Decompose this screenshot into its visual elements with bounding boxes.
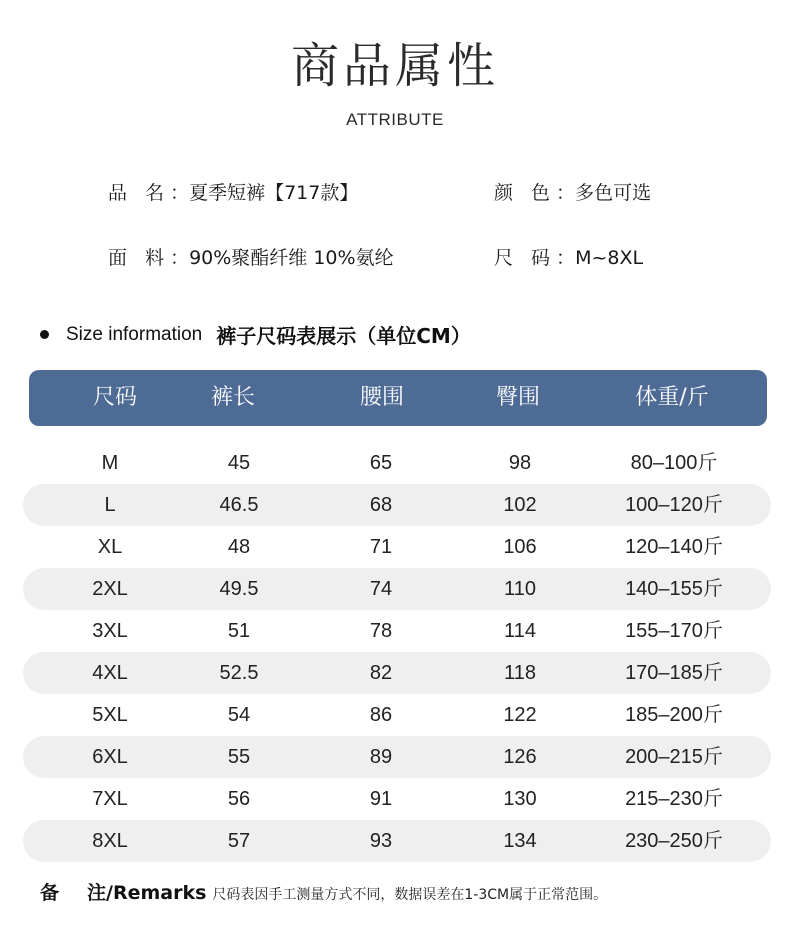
cell-length: 51: [227, 620, 251, 642]
cell-length: 56: [227, 788, 251, 810]
attribute-label: 尺 码: [494, 247, 557, 269]
size-section-heading: [40, 320, 471, 349]
table-row: [23, 736, 771, 778]
table-row: [23, 484, 771, 526]
cell-waist: 89: [369, 746, 393, 768]
remarks-label-b: 注/Remarks: [87, 882, 207, 904]
cell-weight: 200–215斤: [625, 746, 723, 768]
table-row: [23, 568, 771, 610]
attribute-colon: ：: [556, 182, 576, 204]
cell-size: 7XL: [92, 788, 128, 810]
table-row: [23, 442, 771, 484]
attribute-value: 夏季短裤【717款】: [189, 182, 359, 204]
cell-size: 8XL: [92, 830, 128, 852]
table-row: [23, 778, 771, 820]
cell-size: L: [104, 494, 116, 516]
cell-length: 55: [227, 746, 251, 768]
cell-weight: 100–120斤: [625, 494, 723, 516]
attribute-colon: ：: [170, 182, 190, 204]
section-title-cn: 裤子尺码表展示（单位CM）: [216, 324, 471, 348]
cell-length: 46.5: [219, 494, 259, 516]
cell-length: 48: [227, 536, 251, 558]
cell-size: 5XL: [92, 704, 128, 726]
attribute-colon: ：: [556, 247, 576, 269]
column-header-weight: 体重/斤: [635, 385, 709, 410]
cell-weight: 140–155斤: [625, 578, 723, 600]
cell-length: 45: [227, 452, 251, 474]
attribute-label: 颜 色: [494, 182, 557, 204]
attribute-fabric: [108, 243, 394, 270]
column-header-size: 尺码: [92, 385, 138, 410]
cell-hip: 130: [503, 788, 537, 810]
section-title-en: Size information: [66, 323, 203, 345]
cell-waist: 74: [369, 578, 393, 600]
attribute-value: M~8XL: [575, 247, 644, 269]
remarks-label: [40, 878, 206, 905]
cell-waist: 71: [369, 536, 393, 558]
cell-hip: 126: [503, 746, 537, 768]
attribute-value: 多色可选: [575, 182, 652, 204]
cell-waist: 93: [369, 830, 393, 852]
cell-size: 4XL: [92, 662, 128, 684]
cell-waist: 78: [369, 620, 393, 642]
remarks: [40, 878, 607, 905]
cell-size: M: [101, 452, 119, 474]
attribute-label: 品 名: [108, 182, 171, 204]
table-row: [23, 610, 771, 652]
cell-hip: 118: [504, 662, 536, 684]
remarks-label-a: 备: [40, 882, 60, 904]
cell-length: 52.5: [219, 662, 259, 684]
page-title: 商品属性: [290, 38, 499, 94]
cell-weight: 80–100斤: [630, 452, 718, 474]
cell-weight: 120–140斤: [625, 536, 723, 558]
cell-hip: 110: [504, 578, 536, 600]
attribute-label: 面 料: [108, 247, 171, 269]
table-row: [23, 526, 771, 568]
cell-weight: 230–250斤: [625, 830, 723, 852]
cell-hip: 114: [504, 620, 536, 642]
cell-weight: 170–185斤: [625, 662, 723, 684]
column-header-hip: 臀围: [495, 385, 541, 410]
cell-length: 57: [227, 830, 251, 852]
attribute-name: [108, 178, 358, 205]
cell-hip: 134: [503, 830, 537, 852]
cell-waist: 65: [369, 452, 393, 474]
remarks-text: 尺码表因手工测量方式不同，数据误差在1-3CM属于正常范围。: [212, 887, 608, 903]
table-row: [23, 652, 771, 694]
cell-weight: 155–170斤: [625, 620, 723, 642]
column-header-length: 裤长: [210, 385, 256, 410]
cell-waist: 82: [369, 662, 393, 684]
cell-weight: 215–230斤: [625, 788, 723, 810]
cell-size: 6XL: [92, 746, 128, 768]
attribute-color: [494, 178, 651, 205]
cell-hip: 98: [508, 452, 532, 474]
size-table-header: [29, 370, 767, 426]
attribute-colon: ：: [170, 247, 190, 269]
cell-hip: 122: [503, 704, 537, 726]
page-subtitle: ATTRIBUTE: [346, 110, 444, 129]
attribute-size: [494, 243, 643, 270]
cell-weight: 185–200斤: [625, 704, 723, 726]
attribute-value: 90%聚酯纤维 10%氨纶: [189, 247, 394, 269]
cell-waist: 86: [369, 704, 393, 726]
cell-waist: 91: [369, 788, 393, 810]
cell-waist: 68: [369, 494, 393, 516]
cell-size: XL: [97, 536, 123, 558]
cell-length: 54: [227, 704, 251, 726]
column-header-waist: 腰围: [359, 385, 405, 410]
cell-hip: 102: [503, 494, 537, 516]
table-row: [23, 820, 771, 862]
cell-size: 2XL: [92, 578, 128, 600]
cell-length: 49.5: [219, 578, 259, 600]
cell-size: 3XL: [92, 620, 128, 642]
table-row: [23, 694, 771, 736]
cell-hip: 106: [503, 536, 537, 558]
size-table-body: [0, 442, 790, 862]
bullet-icon: [40, 330, 49, 339]
